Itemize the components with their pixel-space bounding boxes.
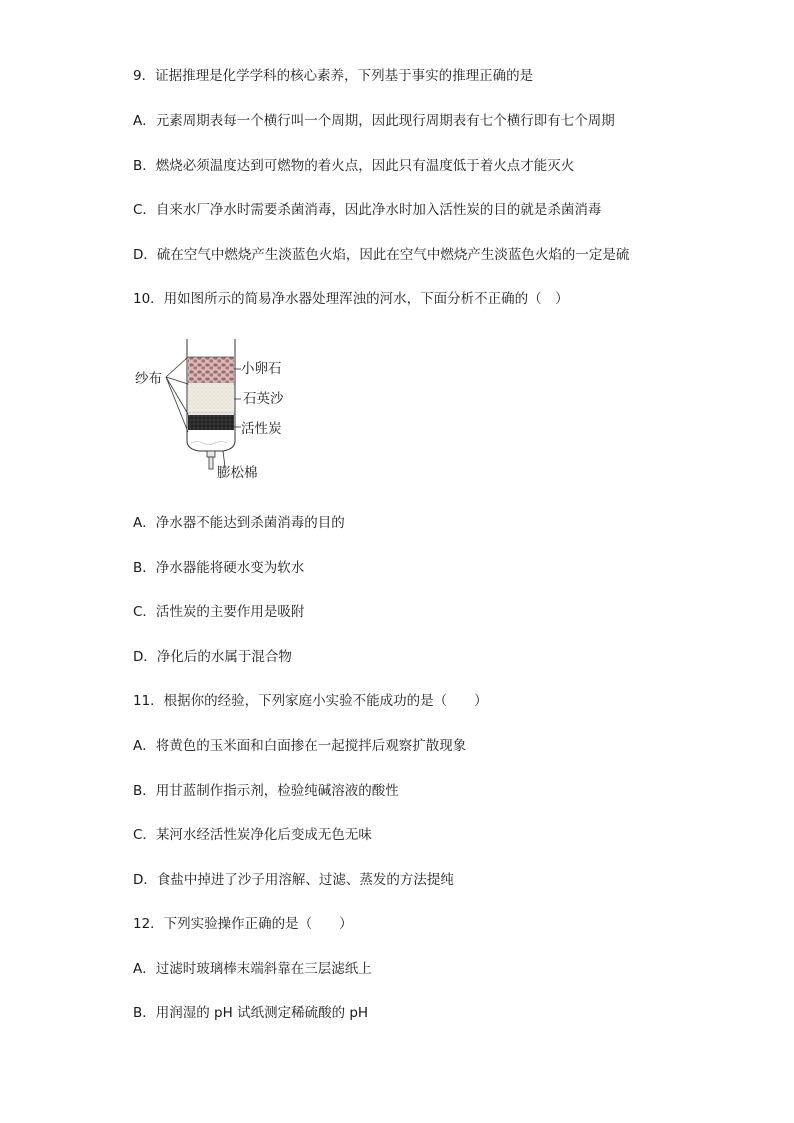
outlet-tube	[209, 457, 213, 469]
gauze-1	[188, 383, 234, 385]
water-purifier-figure	[133, 335, 303, 485]
cotton-layer	[187, 430, 235, 451]
q10-option-a: A．净水器不能达到杀菌消毒的目的	[133, 515, 345, 531]
label-pebble: 小卵石	[241, 361, 282, 377]
q12-stem: 12．下列实验操作正确的是（ ）	[133, 916, 353, 932]
q10-stem: 10．用如图所示的简易净水器处理浑浊的河水，下面分析不正确的（ ）	[133, 291, 569, 307]
q12-option-a: A．过滤时玻璃棒末端斜靠在三层滤纸上	[133, 961, 372, 977]
quartz-sand-layer	[188, 385, 234, 413]
label-activated-carbon: 活性炭	[241, 421, 282, 437]
container	[187, 339, 235, 469]
label-gauze: 纱布	[135, 371, 162, 387]
q10-option-b: B．净水器能将硬水变为软水	[133, 560, 305, 576]
q11-stem: 11．根据你的经验，下列家庭小实验不能成功的是（ ）	[133, 693, 488, 709]
q10-option-c: C．活性炭的主要作用是吸附	[133, 604, 305, 620]
q12-option-b: B．用润湿的 pH 试纸测定稀硫酸的 pH	[133, 1005, 369, 1021]
q11-option-a: A．将黄色的玉米面和白面掺在一起搅拌后观察扩散现象	[133, 738, 467, 754]
q9-stem: 9．证据推理是化学学科的核心素养，下列基于事实的推理正确的是	[133, 68, 534, 84]
q9-option-c: C．自来水厂净水时需要杀菌消毒，因此净水时加入活性炭的目的就是杀菌消毒	[133, 202, 602, 218]
label-quartz-sand: 石英沙	[243, 391, 284, 407]
label-cotton: 膨松棉	[217, 465, 258, 481]
gauze-2	[188, 413, 234, 415]
q9-option-a: A．元素周期表每一个横行叫一个周期，因此现行周期表有七个横行即有七个周期	[133, 113, 615, 129]
pebble-layer	[188, 357, 234, 383]
q11-option-b: B．用甘蓝制作指示剂，检验纯碱溶液的酸性	[133, 783, 399, 799]
q11-option-d: D．食盐中掉进了沙子用溶解、过滤、蒸发的方法提纯	[133, 872, 454, 888]
q9-option-b: B．燃烧必须温度达到可燃物的着火点，因此只有温度低于着火点才能灭火	[133, 158, 575, 174]
q10-option-d: D．净化后的水属于混合物	[133, 649, 292, 665]
q9-option-d: D．硫在空气中燃烧产生淡蓝色火焰，因此在空气中燃烧产生淡蓝色火焰的一定是硫	[133, 247, 630, 263]
water-purifier-diagram	[133, 335, 303, 485]
q11-option-c: C．某河水经活性炭净化后变成无色无味	[133, 827, 372, 843]
